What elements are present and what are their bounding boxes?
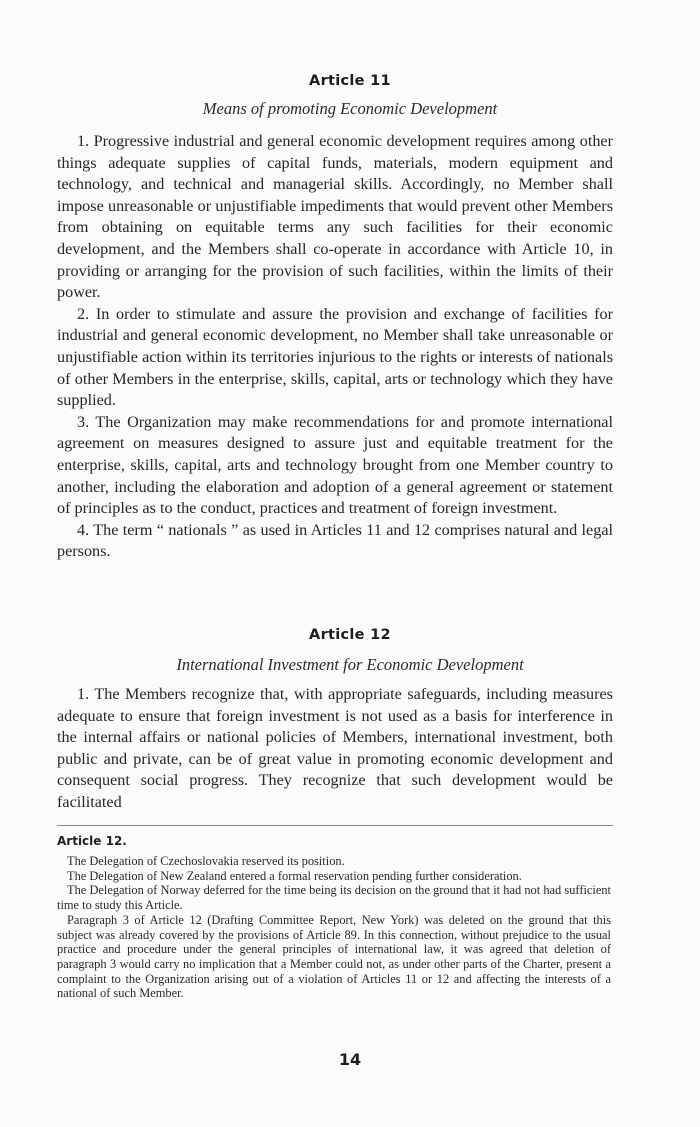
article-11-paragraph-1: 1. Progressive industrial and general economic development requires among other things adequate supplies of capital funds, materials, modern equipment and technology, and technical and managerial skills. Accordingly, no Member shall impose unreasonable or unjustifiable impediments that would prevent other Members from obtaining on equitable terms any such facilities for their economic development, and the Members shall co-operate in accordance with Article 10, in providing or arranging for the provision of such facilities, within the limits of their power. (57, 132, 613, 302)
footnote-item: The Delegation of Norway deferred for the time being its decision on the ground that it had not had sufficient time to study this Article. (57, 883, 611, 913)
footnote-item: The Delegation of New Zealand entered a formal reservation pending further consideration. (67, 868, 522, 883)
article-12-heading: Article 12 (309, 627, 391, 643)
article-11-paragraph-4: 4. The term “ nationals ” as used in Articles 11 and 12 comprises natural and legal persons. (57, 520, 613, 561)
footnotes (57, 854, 611, 1001)
footnote-heading: Article 12. (57, 834, 127, 848)
article-11-paragraph-2: 2. In order to stimulate and assure the provision and exchange of facilities for industrial and general economic development, no Member shall take unreasonable or unjustifiable action within its territories injurious to the rights or interests of nationals of other Members in the enterprise, skills, capital, arts or technology which they have supplied. (57, 304, 613, 410)
article-11-body (57, 131, 613, 563)
article-12-subtitle: International Investment for Economic Development (176, 655, 524, 674)
footnote-divider (57, 825, 613, 826)
page-number: 14 (338, 1050, 362, 1069)
footnote-item: The Delegation of Czechoslovakia reserved its position. (67, 854, 345, 868)
article-11-heading: Article 11 (309, 73, 391, 89)
article-11-subtitle: Means of promoting Economic Development (202, 99, 498, 118)
article-11-paragraph-3: 3. The Organization may make recommendations for and promote international agreement on measures designed to assure just and equitable treatment for the enterprise, skills, capital, arts and technology brought from one Member country to another, including the elaboration and adoption of a general agreement or statement of principles as to the conduct, practices and treatment of foreign investment. (57, 412, 613, 518)
footnote-item: Paragraph 3 of Article 12 (Drafting Committee Report, New York) was deleted on the ground that this subject was already covered by the provisions of Article 89. In this connection, without prejudice to the usual practice and procedure under the general principles of international law, it was agreed that deletion of paragraph 3 would carry no implication that a Member could not, as under other parts of the Charter, present a complaint to the Organization arising out of a violation of Articles 11 or 12 and affecting the interests of a national of such Member. (57, 912, 611, 1001)
article-12-paragraph-1: 1. The Members recognize that, with appropriate safeguards, including measures adequate to ensure that foreign investment is not used as a basis for interference in the internal affairs or national policies of Members, international investment, both public and private, can be of great value in promoting economic development and consequent social progress. They recognize that such development would be facilitated (57, 685, 613, 811)
article-12-body (57, 684, 613, 814)
